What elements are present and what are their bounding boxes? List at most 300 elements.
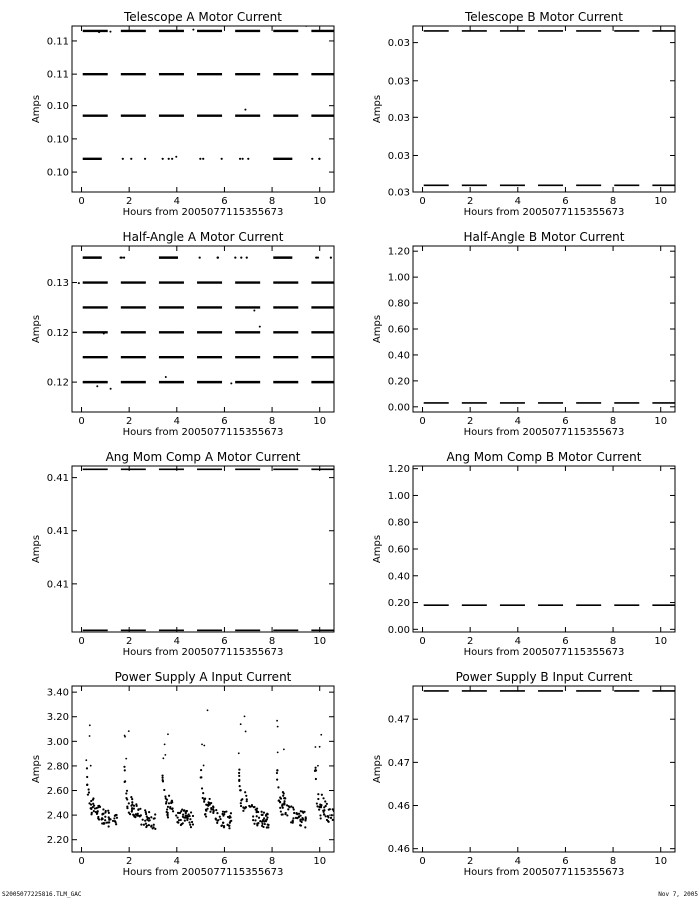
x-tick-label: 6 <box>562 196 569 207</box>
data-point <box>123 766 125 768</box>
data-point <box>202 797 204 799</box>
data-point <box>338 812 340 814</box>
data-point <box>183 809 185 811</box>
y-tick-label: 0.12 <box>46 377 69 389</box>
data-point <box>166 814 168 816</box>
data-point <box>222 822 224 824</box>
chart-panel-6 <box>372 450 677 658</box>
data-point <box>169 807 171 809</box>
y-tick-label: 0.03 <box>387 76 410 88</box>
data-point <box>340 822 342 824</box>
y-tick-label: 1.20 <box>387 464 410 476</box>
data-point <box>129 813 131 815</box>
data-point <box>318 809 320 811</box>
chart-title: Half-Angle B Motor Current <box>463 230 625 244</box>
data-point <box>292 817 294 819</box>
data-point <box>128 730 130 732</box>
data-point <box>115 814 117 816</box>
data-point <box>317 798 319 800</box>
data-point <box>209 811 211 813</box>
data-point <box>304 819 306 821</box>
data-point <box>258 817 260 819</box>
data-point <box>101 813 103 815</box>
data-point <box>340 824 342 826</box>
data-point <box>86 767 88 769</box>
data-point <box>207 709 209 711</box>
data-point <box>206 804 208 806</box>
data-point <box>221 158 223 160</box>
data-point <box>256 823 258 825</box>
data-point <box>332 819 334 821</box>
y-tick-label: 0.40 <box>387 571 410 583</box>
data-point <box>264 823 266 825</box>
data-point <box>334 824 336 826</box>
data-point <box>279 807 281 809</box>
x-tick-label: 2 <box>466 196 474 207</box>
data-series <box>78 257 337 390</box>
x-tick-label: 4 <box>173 856 180 867</box>
data-point <box>227 816 229 818</box>
data-point <box>130 796 132 798</box>
data-point <box>343 811 345 813</box>
x-tick-label: 10 <box>654 856 668 867</box>
data-point <box>192 815 194 817</box>
data-point <box>107 810 109 812</box>
data-point <box>104 816 106 818</box>
y-tick-label: 0.46 <box>387 801 410 813</box>
y-tick-label: 2.60 <box>46 786 69 798</box>
data-point <box>187 816 189 818</box>
data-point <box>276 779 278 781</box>
chart-panel-4 <box>372 230 677 438</box>
y-tick-label: 2.80 <box>46 761 69 773</box>
data-point <box>238 780 240 782</box>
y-axis-label: Amps <box>31 314 42 344</box>
chart-panel-2 <box>372 10 677 218</box>
x-tick-label: 6 <box>562 856 569 867</box>
data-point <box>302 818 304 820</box>
data-point <box>266 818 268 820</box>
data-point <box>126 798 128 800</box>
data-point <box>261 823 263 825</box>
data-point <box>267 826 269 828</box>
data-point <box>176 821 178 823</box>
data-point <box>328 821 330 823</box>
data-point <box>219 818 221 820</box>
data-point <box>199 158 201 160</box>
data-point <box>319 803 321 805</box>
data-point <box>283 792 285 794</box>
data-point <box>91 812 93 814</box>
data-point <box>164 795 166 797</box>
footer-filename: S2005077225816.TLM_GAC <box>2 891 82 898</box>
data-point <box>281 805 283 807</box>
data-point <box>154 817 156 819</box>
data-point <box>190 826 192 828</box>
data-point <box>112 820 114 822</box>
data-point <box>200 776 202 778</box>
data-point <box>267 824 269 826</box>
data-point <box>234 257 236 259</box>
y-tick-label: 0.41 <box>46 473 69 485</box>
x-axis-label: Hours from 2005077115355673 <box>463 427 625 438</box>
y-tick-label: 1.00 <box>387 490 410 502</box>
x-axis-label: Hours from 2005077115355673 <box>463 207 625 218</box>
data-point <box>175 156 177 158</box>
data-point <box>145 811 147 813</box>
data-point <box>238 752 240 754</box>
data-point <box>162 779 164 781</box>
data-point <box>92 799 94 801</box>
data-point <box>205 809 207 811</box>
data-point <box>207 801 209 803</box>
data-point <box>304 826 306 828</box>
y-axis-label: Amps <box>372 94 383 124</box>
data-point <box>324 800 326 802</box>
chart-title: Telescope B Motor Current <box>464 10 624 24</box>
chart-title: Ang Mom Comp B Motor Current <box>446 450 642 464</box>
data-point <box>88 802 90 804</box>
data-point <box>175 814 177 816</box>
data-point <box>238 775 240 777</box>
y-axis-label: Amps <box>372 534 383 564</box>
x-tick-label: 4 <box>514 416 521 427</box>
data-point <box>240 802 242 804</box>
x-tick-label: 2 <box>466 856 474 867</box>
data-point <box>227 824 229 826</box>
data-point <box>338 815 340 817</box>
y-tick-label: 0.20 <box>387 376 410 388</box>
y-tick-label: 1.00 <box>387 272 410 284</box>
data-point <box>262 826 264 828</box>
data-point <box>95 811 97 813</box>
data-point <box>316 805 318 807</box>
data-point <box>145 813 147 815</box>
data-point <box>137 809 139 811</box>
data-point <box>110 388 112 390</box>
data-point <box>261 811 263 813</box>
data-point <box>203 745 205 747</box>
x-tick-label: 2 <box>125 196 133 207</box>
x-tick-label: 0 <box>78 856 85 867</box>
data-point <box>249 806 251 808</box>
data-point <box>316 802 318 804</box>
data-point <box>339 826 341 828</box>
data-point <box>167 733 169 735</box>
data-point <box>335 815 337 817</box>
data-point <box>140 823 142 825</box>
y-tick-label: 0.60 <box>387 544 410 556</box>
data-point <box>166 811 168 813</box>
data-point <box>256 815 258 817</box>
plot-frame <box>72 466 334 632</box>
data-point <box>182 814 184 816</box>
data-point <box>123 257 125 259</box>
data-point <box>210 808 212 810</box>
data-point <box>311 158 313 160</box>
data-point <box>203 801 205 803</box>
data-point <box>209 798 211 800</box>
x-axis-label: Hours from 2005077115355673 <box>463 647 625 658</box>
y-tick-label: 2.20 <box>46 835 69 847</box>
x-tick-label: 10 <box>654 416 668 427</box>
x-tick-label: 8 <box>609 196 617 207</box>
data-point <box>168 795 170 797</box>
data-point <box>124 735 126 737</box>
data-series <box>83 25 337 160</box>
data-point <box>277 751 279 753</box>
x-axis-label: Hours from 2005077115355673 <box>122 427 284 438</box>
y-tick-label: 3.00 <box>46 736 69 748</box>
data-point <box>103 822 105 824</box>
x-axis-label: Hours from 2005077115355673 <box>122 867 284 878</box>
data-point <box>299 815 301 817</box>
data-point <box>318 806 320 808</box>
data-point <box>315 746 317 748</box>
y-tick-label: 0.00 <box>387 402 410 414</box>
data-point <box>255 808 257 810</box>
data-point <box>338 817 340 819</box>
data-point <box>230 812 232 814</box>
data-point <box>184 819 186 821</box>
plot-frame <box>413 246 675 412</box>
data-point <box>217 257 219 259</box>
data-point <box>168 158 170 160</box>
data-point <box>335 813 337 815</box>
data-point <box>154 813 156 815</box>
data-point <box>181 823 183 825</box>
data-point <box>333 810 335 812</box>
data-point <box>161 775 163 777</box>
data-point <box>201 743 203 745</box>
data-point <box>323 813 325 815</box>
data-point <box>178 819 180 821</box>
data-point <box>166 808 168 810</box>
data-point <box>259 326 261 328</box>
data-point <box>150 826 152 828</box>
data-point <box>125 792 127 794</box>
data-point <box>314 767 316 769</box>
data-point <box>206 808 208 810</box>
x-tick-label: 8 <box>609 856 617 867</box>
x-tick-label: 6 <box>221 416 228 427</box>
data-point <box>108 817 110 819</box>
data-point <box>199 257 201 259</box>
data-point <box>85 759 87 761</box>
data-point <box>240 805 242 807</box>
y-axis-label: Amps <box>372 754 383 784</box>
x-axis-label: Hours from 2005077115355673 <box>122 207 284 218</box>
data-point <box>131 810 133 812</box>
data-point <box>86 784 88 786</box>
data-point <box>244 109 246 111</box>
data-point <box>92 803 94 805</box>
y-tick-label: 0.00 <box>387 624 410 636</box>
data-point <box>317 793 319 795</box>
data-point <box>167 816 169 818</box>
data-point <box>259 820 261 822</box>
data-point <box>283 748 285 750</box>
x-tick-label: 8 <box>268 856 276 867</box>
data-point <box>131 807 133 809</box>
y-tick-label: 1.20 <box>387 246 410 258</box>
data-point <box>163 789 165 791</box>
data-point <box>300 810 302 812</box>
data-point <box>317 765 319 767</box>
data-point <box>125 758 127 760</box>
y-tick-label: 0.12 <box>46 327 69 339</box>
data-point <box>265 815 267 817</box>
data-point <box>343 815 345 817</box>
data-point <box>238 772 240 774</box>
data-point <box>86 776 88 778</box>
data-point <box>78 282 80 284</box>
data-point <box>137 815 139 817</box>
x-tick-label: 8 <box>609 636 617 647</box>
data-point <box>320 817 322 819</box>
data-point <box>113 817 115 819</box>
data-point <box>253 310 255 312</box>
data-point <box>326 803 328 805</box>
y-tick-label: 0.03 <box>387 187 410 199</box>
data-point <box>247 158 249 160</box>
data-point <box>144 158 146 160</box>
data-point <box>331 814 333 816</box>
data-point <box>126 805 128 807</box>
data-point <box>314 769 316 771</box>
chart-title: Power Supply A Input Current <box>114 670 292 684</box>
data-point <box>276 772 278 774</box>
y-tick-label: 0.11 <box>46 36 69 48</box>
data-point <box>293 808 295 810</box>
x-tick-label: 4 <box>514 856 521 867</box>
data-point <box>325 815 327 817</box>
y-tick-label: 0.47 <box>387 714 410 726</box>
data-point <box>327 816 329 818</box>
x-tick-label: 8 <box>268 636 276 647</box>
x-tick-label: 0 <box>419 416 426 427</box>
data-point <box>131 801 133 803</box>
data-point <box>266 816 268 818</box>
data-point <box>107 821 109 823</box>
x-tick-label: 6 <box>562 636 569 647</box>
x-tick-label: 8 <box>268 416 276 427</box>
y-tick-label: 0.10 <box>46 101 69 113</box>
data-point <box>284 797 286 799</box>
data-point <box>216 820 218 822</box>
data-point <box>165 801 167 803</box>
data-point <box>93 810 95 812</box>
data-point <box>115 823 117 825</box>
footer-date: Nov 7, 2005 <box>658 891 698 898</box>
data-point <box>238 769 240 771</box>
data-point <box>242 810 244 812</box>
data-point <box>185 811 187 813</box>
data-point <box>276 769 278 771</box>
x-tick-label: 8 <box>268 196 276 207</box>
data-point <box>164 754 166 756</box>
data-point <box>240 789 242 791</box>
data-point <box>252 819 254 821</box>
data-point <box>90 807 92 809</box>
data-point <box>131 798 133 800</box>
data-point <box>165 376 167 378</box>
data-point <box>130 805 132 807</box>
data-point <box>190 811 192 813</box>
data-point <box>298 813 300 815</box>
plot-frame <box>413 466 675 632</box>
data-point <box>87 794 89 796</box>
data-point <box>100 818 102 820</box>
data-point <box>203 765 205 767</box>
data-point <box>319 746 321 748</box>
data-point <box>133 815 135 817</box>
data-point <box>161 777 163 779</box>
data-point <box>142 819 144 821</box>
data-point <box>220 825 222 827</box>
data-point <box>128 802 130 804</box>
data-point <box>263 812 265 814</box>
data-point <box>317 257 319 259</box>
y-tick-label: 0.41 <box>46 579 69 591</box>
x-tick-label: 0 <box>78 196 85 207</box>
data-point <box>108 812 110 814</box>
data-point <box>295 812 297 814</box>
x-tick-label: 0 <box>78 416 85 427</box>
data-point <box>322 797 324 799</box>
y-tick-label: 0.03 <box>387 150 410 162</box>
y-tick-label: 0.11 <box>46 69 69 81</box>
data-point <box>89 735 91 737</box>
data-point <box>213 810 215 812</box>
data-point <box>104 811 106 813</box>
plot-frame <box>413 26 675 192</box>
data-point <box>240 799 242 801</box>
data-point <box>320 734 322 736</box>
data-point <box>88 788 90 790</box>
x-tick-label: 2 <box>125 856 133 867</box>
data-point <box>167 806 169 808</box>
data-point <box>276 720 278 722</box>
data-point <box>254 819 256 821</box>
data-point <box>277 786 279 788</box>
data-point <box>337 811 339 813</box>
data-point <box>300 824 302 826</box>
data-point <box>108 825 110 827</box>
chart-panel-8 <box>372 670 677 878</box>
data-point <box>171 808 173 810</box>
data-point <box>287 808 289 810</box>
data-point <box>204 813 206 815</box>
data-point <box>242 158 244 160</box>
data-point <box>279 801 281 803</box>
data-point <box>215 809 217 811</box>
data-point <box>103 332 105 334</box>
data-point <box>335 820 337 822</box>
data-point <box>189 818 191 820</box>
data-point <box>222 815 224 817</box>
x-tick-label: 2 <box>466 636 474 647</box>
data-point <box>177 816 179 818</box>
y-tick-label: 2.40 <box>46 810 69 822</box>
data-point <box>245 731 247 733</box>
data-point <box>126 790 128 792</box>
data-point <box>116 817 118 819</box>
x-tick-label: 8 <box>609 416 617 427</box>
y-axis-label: Amps <box>31 94 42 124</box>
data-point <box>288 806 290 808</box>
data-point <box>98 31 100 33</box>
